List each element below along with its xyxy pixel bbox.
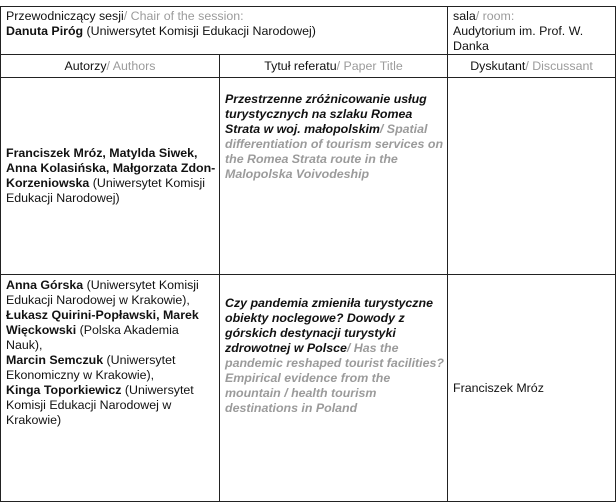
room-name: Audytorium im. Prof. W. Danka	[453, 24, 584, 53]
authors-cell	[1, 275, 220, 502]
session-table	[0, 6, 616, 502]
chair-cell	[1, 7, 448, 55]
title-polish: Czy pandemia zmieniła turystyczne obiekty noclegowe? Dowody z górskich destynacji turystyki zdrowotnej w Polsce	[225, 296, 433, 355]
chair-name: Danuta Piróg	[6, 24, 84, 38]
room-label: sala/ room:	[453, 9, 515, 23]
column-header-row	[1, 55, 616, 78]
author-names: Franciszek Mróz, Matylda Siwek, Anna Kolasińska, Małgorzata Zdon-Korzeniowska	[6, 146, 216, 190]
table-row	[1, 78, 616, 275]
chair-affiliation: (Uniwersytet Komisji Edukacji Narodowej)	[83, 24, 316, 38]
title-cell	[220, 275, 448, 502]
chair-value	[6, 24, 444, 39]
chair-label: Przewodniczący sesji/ Chair of the session:	[6, 9, 244, 23]
session-header-row	[1, 7, 616, 55]
author-affiliation: (Uniwersytet Komisji Edukacji Narodowej w Krakowie)	[6, 383, 194, 427]
title-english: / Has the pandemic reshaped tourist facilities? Empirical evidence from the mountain / health tourism destinations in Poland	[225, 341, 444, 415]
author-name: Łukasz Quirini-Popławski, Marek Więckowski	[6, 308, 199, 337]
title-cell	[220, 78, 448, 275]
authors-header: Autorzy/ Authors	[1, 55, 220, 78]
author-name: Marcin Semczuk	[6, 353, 104, 367]
author-affiliation: (Polska Akademia Nauk),	[6, 323, 179, 352]
title-header: Tytuł referatu/ Paper Title	[220, 55, 448, 78]
author-affiliation: (Uniwersytet Komisji Edukacji Narodowej w Krakowie),	[6, 278, 199, 307]
author-affiliation: (Uniwersytet Komisji Edukacji Narodowej)	[6, 176, 205, 205]
title-english: / Spatial differentiation of tourism services on the Romea Strata route in the Malopolska Voivodeship	[225, 122, 444, 181]
discussant-cell: Franciszek Mróz	[448, 275, 616, 502]
discussant-cell	[448, 78, 616, 275]
room-cell	[448, 7, 616, 55]
title-polish: Przestrzenne zróżnicowanie usług turystycznych na szlaku Romea Strata w woj. małopolskim	[225, 92, 427, 136]
author-name: Kinga Toporkiewicz	[6, 383, 122, 397]
author-name: Anna Górska	[6, 278, 84, 292]
table-row	[1, 275, 616, 502]
authors-cell	[1, 78, 220, 275]
discussant-header: Dyskutant/ Discussant	[448, 55, 616, 78]
author-affiliation: (Uniwersytet Ekonomiczny w Krakowie),	[6, 353, 176, 382]
